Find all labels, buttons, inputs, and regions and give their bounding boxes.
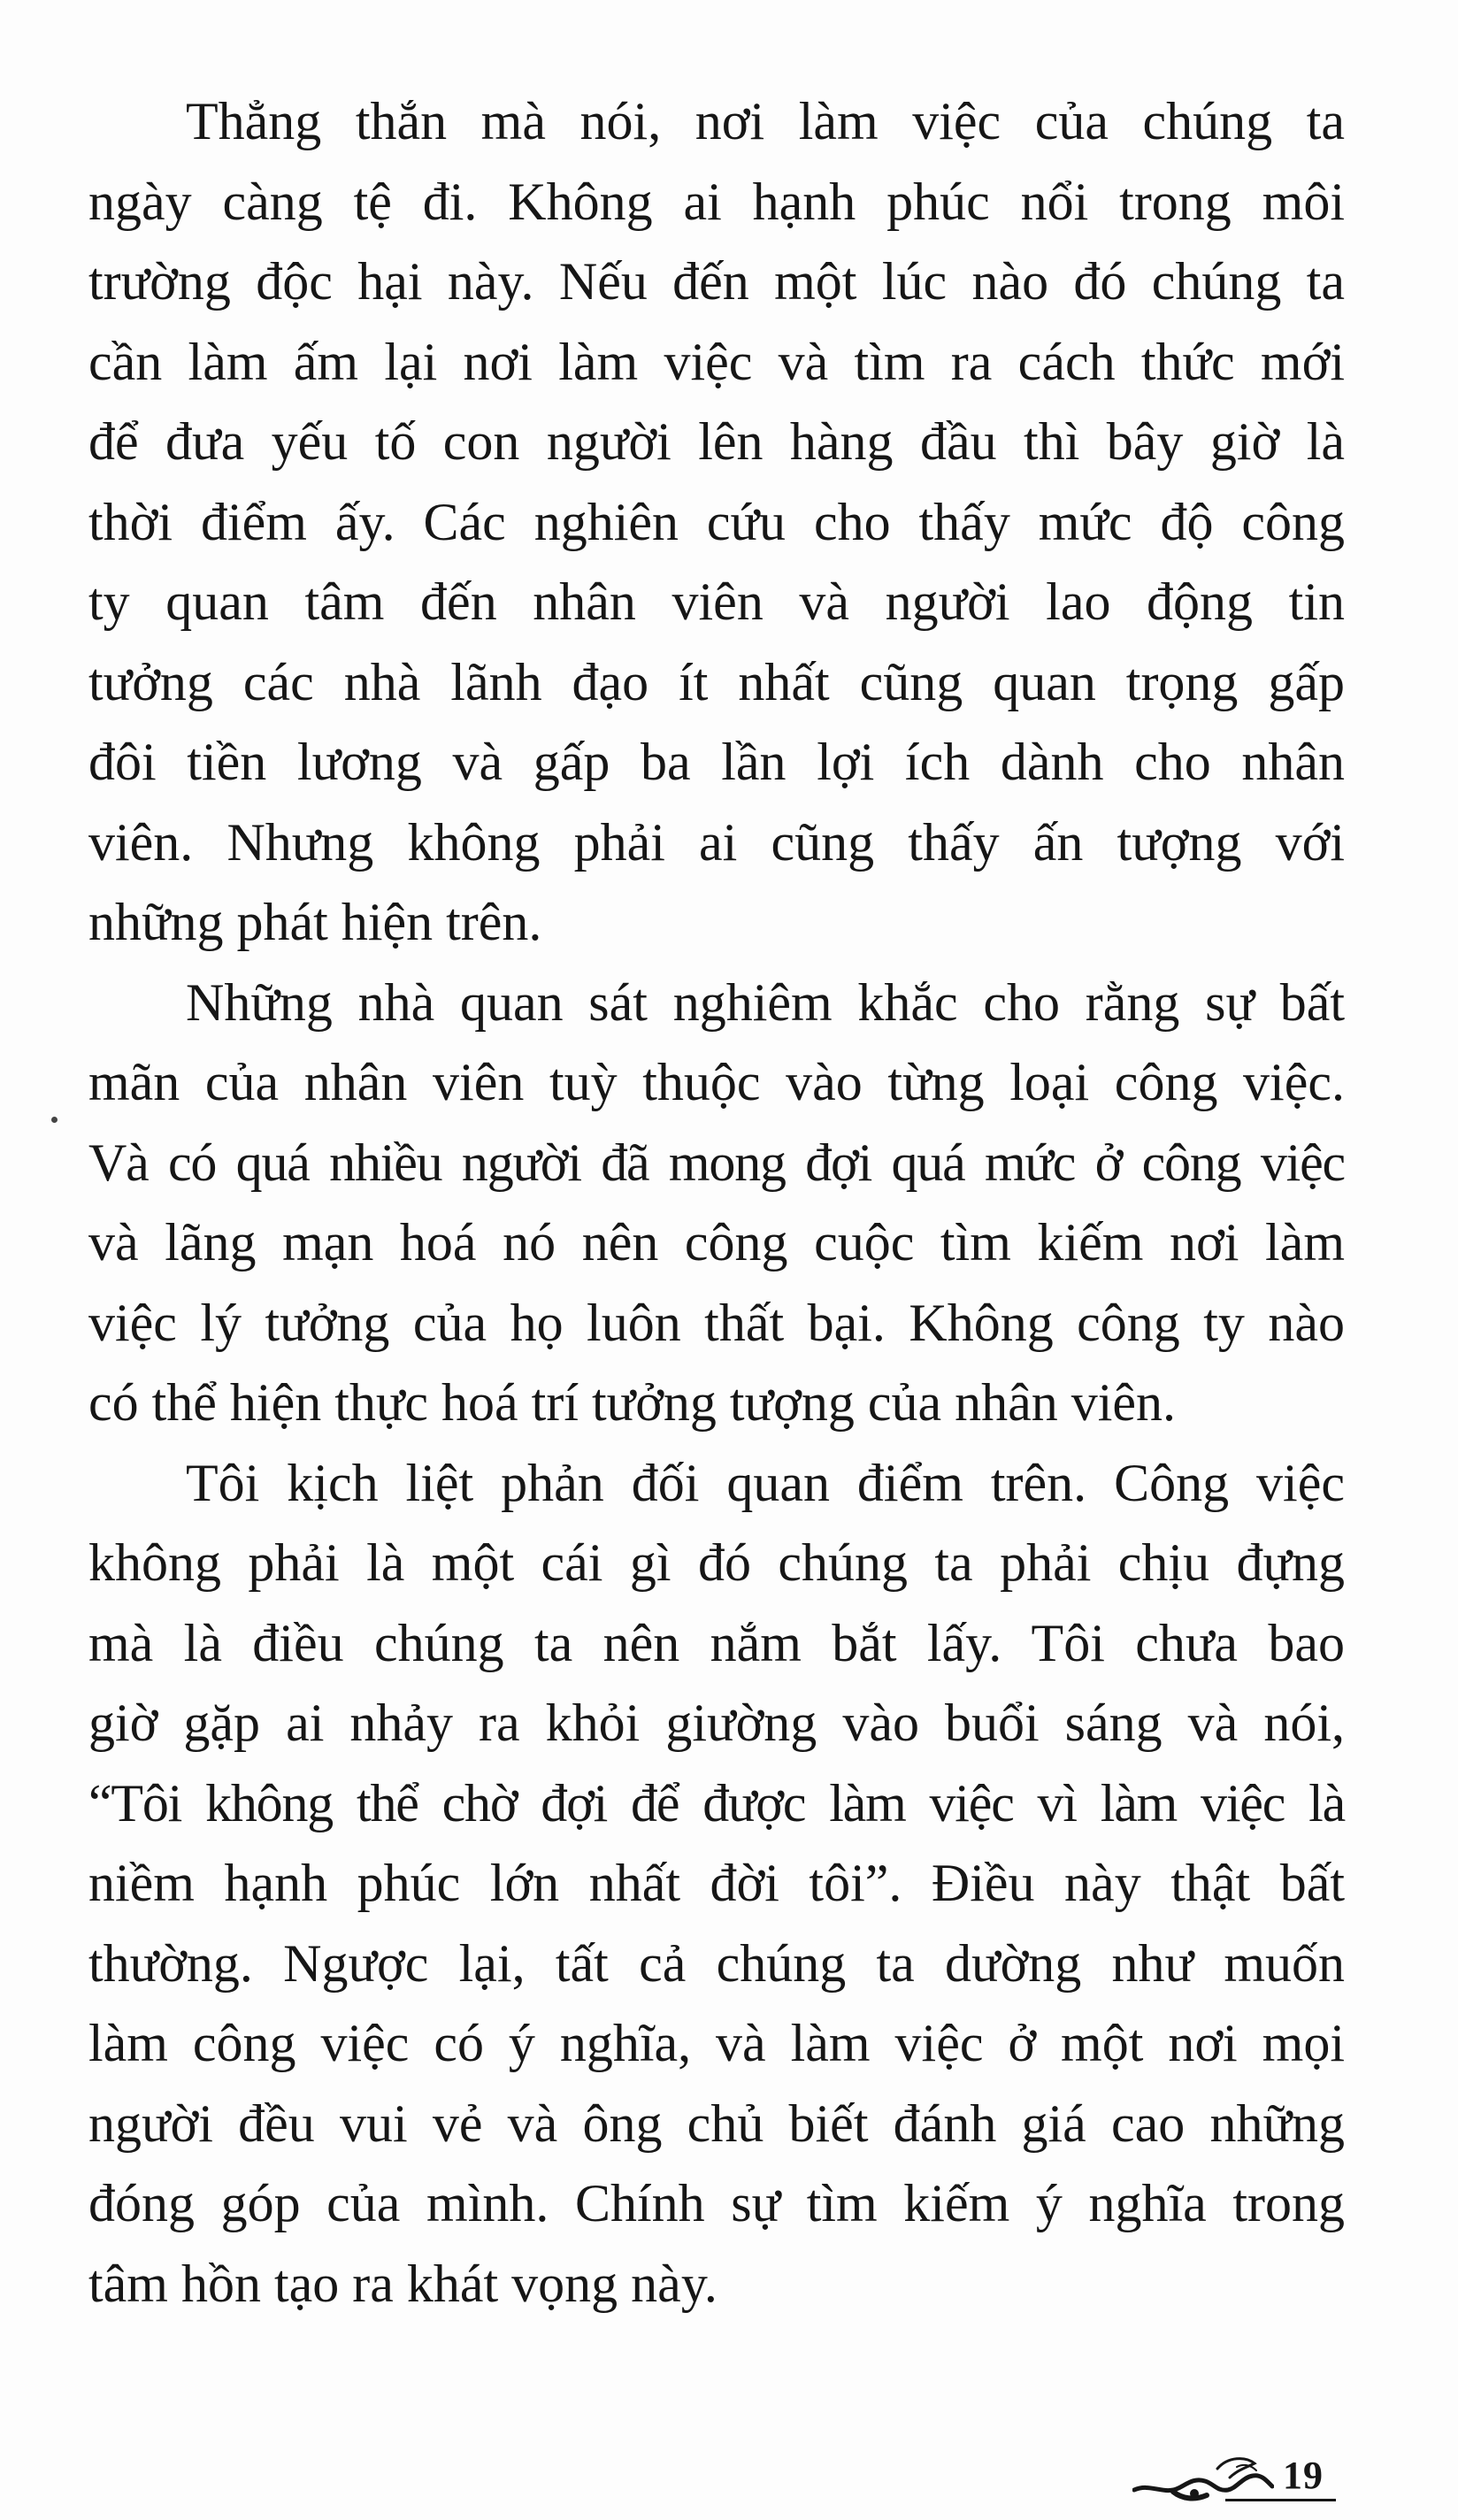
text-line: thường. Ngược lại, tất cả chúng ta dường như muốn [88, 1933, 1345, 1993]
text-line: tưởng các nhà lãnh đạo ít nhất cũng quan trọng gấp [88, 652, 1345, 711]
text-line: Tôi kịch liệt phản đối quan điểm trên. Công việc [186, 1453, 1345, 1512]
text-line: không phải là một cái gì đó chúng ta phải chịu đựng [88, 1533, 1345, 1592]
page-number: 19 [1283, 2454, 1324, 2497]
text-line: giờ gặp ai nhảy ra khỏi giường vào buổi sáng và nói, [88, 1694, 1345, 1752]
paragraph-2 [88, 963, 1345, 1443]
page-number-underline [1225, 2499, 1336, 2501]
text-line: đôi tiền lương và gấp ba lần lợi ích dành cho nhân [88, 733, 1345, 791]
text-line: mà là điều chúng ta nên nắm bắt lấy. Tôi chưa bao [88, 1613, 1345, 1672]
page-footer [1132, 2451, 1345, 2504]
margin-speck [51, 1117, 58, 1123]
text-line: và lãng mạn hoá nó nên công cuộc tìm kiếm nơi làm [88, 1213, 1345, 1272]
text-line: việc lý tưởng của họ luôn thất bại. Không công ty nào [88, 1293, 1345, 1352]
text-line: trường độc hại này. Nếu đến một lúc nào đó chúng ta [88, 252, 1345, 311]
text-line: Và có quá nhiều người đã mong đợi quá mức ở công việc [88, 1133, 1345, 1192]
text-line: tâm hồn tạo ra khát vọng này. [88, 2254, 717, 2313]
paragraph-1 [88, 81, 1345, 963]
text-line: có thể hiện thực hoá trí tưởng tượng của nhân viên. [88, 1373, 1177, 1432]
text-line: Những nhà quan sát nghiêm khắc cho rằng sự bất [186, 972, 1345, 1032]
text-line: làm công việc có ý nghĩa, và làm việc ở một nơi mọi [88, 2014, 1345, 2072]
text-line: “Tôi không thể chờ đợi để được làm việc vì làm việc là [88, 1773, 1345, 1832]
decorative-flourish-icon [1132, 2451, 1274, 2504]
paragraph-3 [88, 1443, 1345, 2324]
text-line: mãn của nhân viên tuỳ thuộc vào từng loại công việc. [88, 1053, 1345, 1111]
body-text [88, 81, 1345, 2324]
text-line: cần làm ấm lại nơi làm việc và tìm ra cách thức mới [88, 332, 1345, 391]
text-line: để đưa yếu tố con người lên hàng đầu thì bây giờ là [88, 412, 1345, 471]
text-line: đóng góp của mình. Chính sự tìm kiếm ý nghĩa trong [88, 2174, 1345, 2232]
text-line: Thẳng thắn mà nói, nơi làm việc của chúng ta [186, 92, 1345, 150]
text-line: những phát hiện trên. [88, 893, 542, 951]
text-line: niềm hạnh phúc lớn nhất đời tôi”. Điều này thật bất [88, 1854, 1345, 1912]
text-line: thời điểm ấy. Các nghiên cứu cho thấy mức độ công [88, 492, 1345, 551]
text-line: ty quan tâm đến nhân viên và người lao động tin [88, 572, 1345, 631]
text-line: ngày càng tệ đi. Không ai hạnh phúc nổi trong môi [88, 172, 1345, 231]
text-line: người đều vui vẻ và ông chủ biết đánh giá cao những [88, 2094, 1345, 2153]
text-line: viên. Nhưng không phải ai cũng thấy ấn tượng với [88, 812, 1345, 872]
